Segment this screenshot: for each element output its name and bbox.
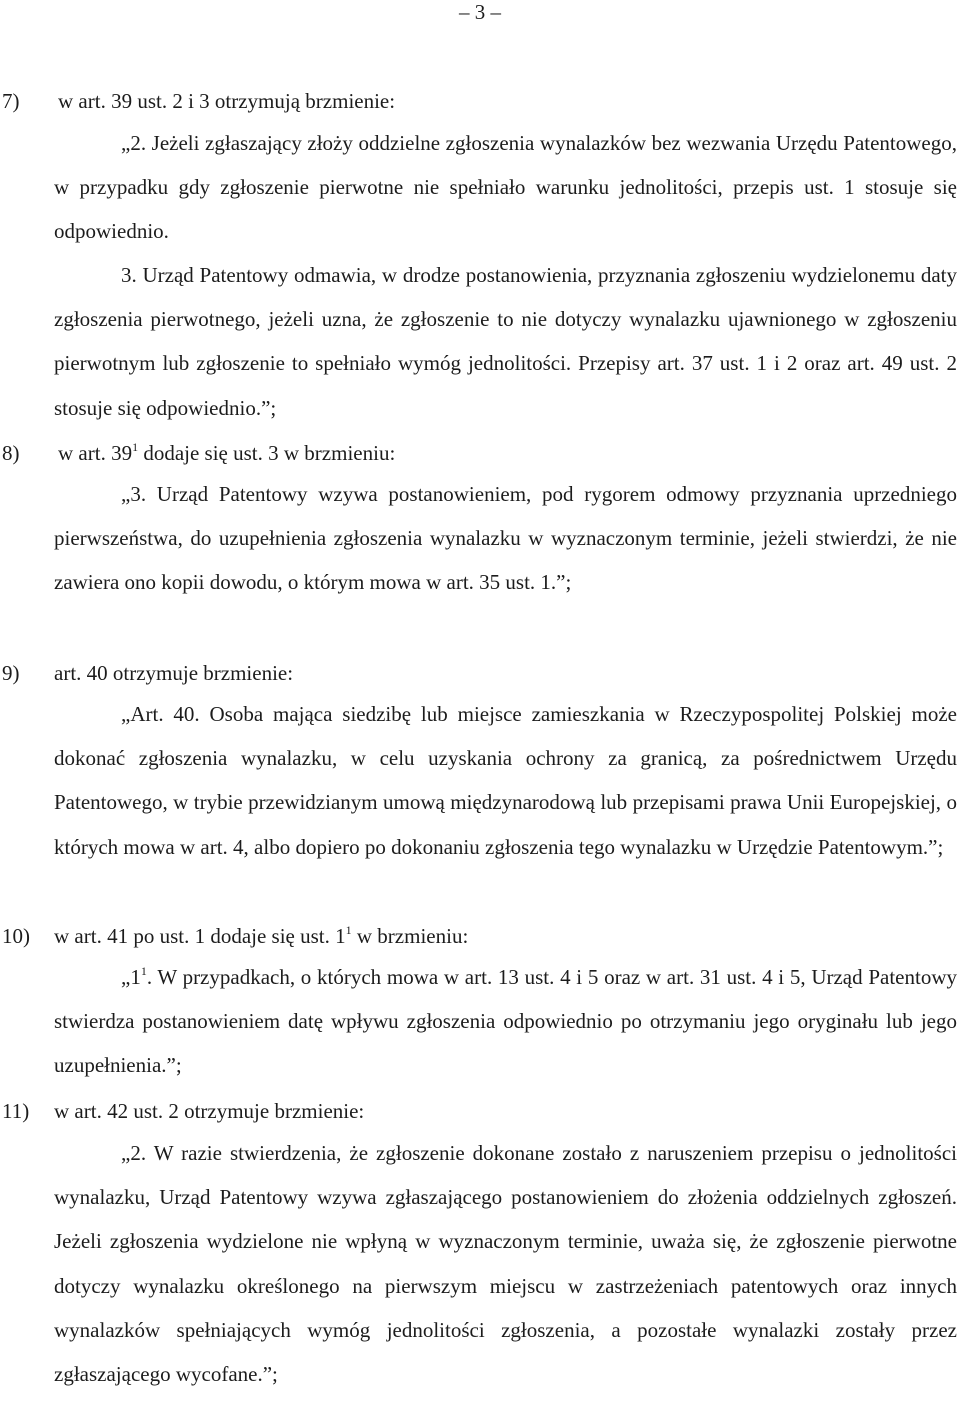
quoted-paragraph [54,955,957,1088]
quoted-paragraph: „2. Jeżeli zgłaszający złoży oddzielne zgłoszenia wynalazków bez wezwania Urzędu Patentowego, w przypadku gdy zgłoszenie pierwotne nie spełniało warunku jednolitości, przepis ust. 1 stosuje się odpowiednio. [54,131,957,244]
item-intro-text: w brzmieniu: [351,924,469,948]
paragraph-text: . W przypadkach, o których mowa w art. 13 ust. 4 i 5 oraz w art. 31 ust. 4 i 5, Urząd Patentowy stwierdza postanowieniem datę wpływu zgłoszenia odpowiednio po otrzymaniu jego oryginału lub jego uzupełnienia.”; [54,965,957,1078]
item-number: 10) [2,924,30,948]
item-number: 7) [2,89,20,113]
paragraph-text: „1 [121,965,141,989]
superscript: 1 [132,440,139,454]
item-number: 8) [2,441,20,465]
item-number: 9) [2,661,20,685]
quoted-paragraph: „2. W razie stwierdzenia, że zgłoszenie dokonane zostało z naruszeniem przepisu o jednolitości wynalazku, Urząd Patentowy wzywa zgłaszającego postanowieniem do złożenia oddzielnych zgłoszeń. Jeżeli zgłoszenia wydzielone nie wpłyną w wyznaczonym terminie, uważa się, że zgłoszenie pierwotne dotyczy wynalazku określonego na pierwszym miejscu w zastrzeżeniach patentowych oraz innych wynalazków spełniających wymóg jednolitości zgłoszenia, a pozostałe wynalazki zostały przez zgłaszającego wycofane.”; [54,1141,957,1387]
item-intro [54,924,468,948]
item-intro [58,441,395,465]
superscript: 1 [140,964,147,978]
quoted-paragraph: 3. Urząd Patentowy odmawia, w drodze postanowienia, przyznania zgłoszeniu wydzielonemu daty zgłoszenia pierwotnego, jeżeli uzna, że zgłoszenie to nie dotyczy wynalazku ujawnionego w zgłoszeniu pierwotnym lub zgłoszenie to spełniało wymóg jednolitości. Przepisy art. 37 ust. 1 i 2 oraz art. 49 ust. 2 stosuje się odpowiednio.”; [54,263,957,420]
quoted-paragraph: „3. Urząd Patentowy wzywa postanowieniem, pod rygorem odmowy przyznania uprzedniego pierwszeństwa, do uzupełnienia zgłoszenia wynalazku w wyznaczonym terminie, jeżeli stwierdzi, że nie zawiera ono kopii dowodu, o którym mowa w art. 35 ust. 1.”; [54,482,957,595]
item-number: 11) [2,1099,30,1123]
item-intro-text: w art. 41 po ust. 1 dodaje się ust. 1 [54,924,346,948]
item-intro: w art. 42 ust. 2 otrzymuje brzmienie: [54,1099,365,1123]
item-intro: art. 40 otrzymuje brzmienie: [54,661,294,685]
item-intro-text: dodaje się ust. 3 w brzmieniu: [138,441,396,465]
superscript: 1 [345,923,352,937]
page-number: – 3 – [459,0,501,24]
item-intro: w art. 39 ust. 2 i 3 otrzymują brzmienie: [58,89,396,113]
item-intro-text: w art. 39 [58,441,133,465]
quoted-paragraph: „Art. 40. Osoba mająca siedzibę lub miejsce zamieszkania w Rzeczypospolitej Polskiej może dokonać zgłoszenia wynalazku, w celu uzyskania ochrony za granicą, za pośrednictwem Urzędu Patentowego, w trybie przewidzianym umową międzynarodową lub przepisami prawa Unii Europejskiej, o których mowa w art. 4, albo dopiero po dokonaniu zgłoszenia tego wynalazku w Urzędzie Patentowym.”; [54,702,957,859]
